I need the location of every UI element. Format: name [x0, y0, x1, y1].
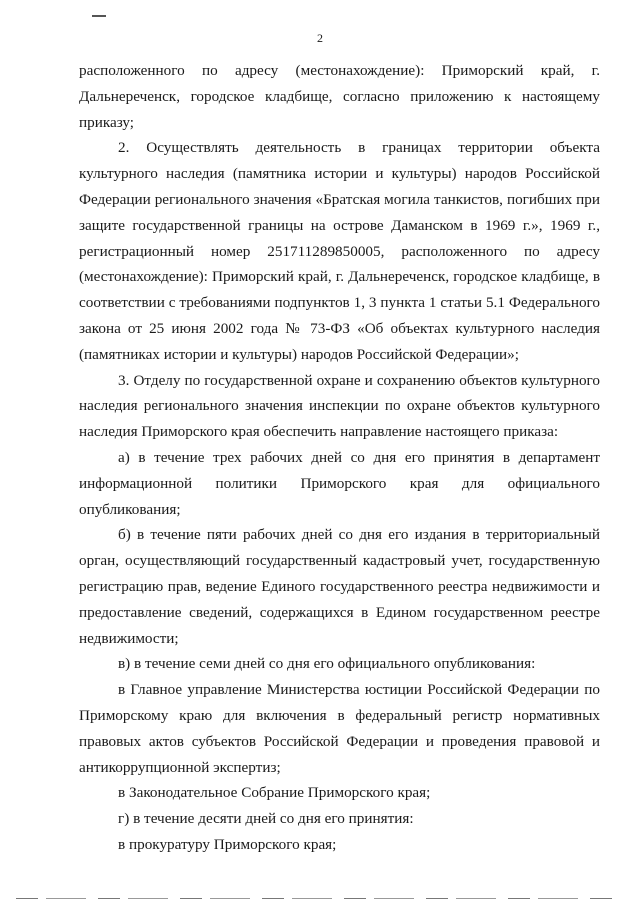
scan-artifact-line: [16, 898, 616, 899]
paragraph-subitem-b: б) в течение пяти рабочих дней со дня его издания в территориальный орган, осуществляющий государственный кадастровый учет, государственную регистрацию прав, ведение Единого государственного реестра недвижимости и предоставление сведений, содержащихся в Едином государственном реестре недвижимости;: [79, 526, 600, 647]
paragraph-item-2: 2. Осуществлять деятельность в границах территории объекта культурного наследия (памятника истории и культуры) народов Российской Федерации регионального значения «Братская могила танкистов, погибших при защите государственной границы на острове Даманском в 1969 г.», 1969 г., регистрационный номер 251711289850005, расположенного по адресу (местонахождение): Приморский край, г. Дальнереченск, городское кладбище, в соответствии с требованиями подпунктов 1, 3 пункта 1 статьи 5.1 Федерального закона от 25 июня 2002 года № 73-ФЗ «Об объектах культурного наследия (памятниках истории и культуры) народов Российской Федерации»;: [79, 139, 600, 363]
paragraph-ministry-justice: в Главное управление Министерства юстиции Российской Федерации по Приморскому краю для включения в федеральный регистр нормативных правовых актов субъектов Российской Федерации и проведения правовой и антикоррупционной экспертиз;: [79, 681, 600, 776]
scan-artifact-mark: [92, 15, 106, 17]
page-number: 2: [317, 31, 323, 45]
paragraph-prosecutor: в прокуратуру Приморского края;: [118, 835, 337, 853]
paragraph-continuation: расположенного по адресу (местонахождение): Приморский край, г. Дальнереченск, городское кладбище, согласно приложению к настоящему приказу;: [79, 62, 600, 131]
paragraph-item-3: 3. Отделу по государственной охране и сохранению объектов культурного наследия регионального значения инспекции по охране объектов культурного наследия Приморского края обеспечить направление настоящего приказа:: [79, 371, 600, 441]
paragraph-subitem-v: в) в течение семи дней со дня его официального опубликования:: [118, 655, 536, 673]
paragraph-legislative-assembly: в Законодательное Собрание Приморского края;: [118, 784, 431, 802]
paragraph-subitem-a: а) в течение трех рабочих дней со дня его принятия в департамент информационной политики Приморского края для официального опубликования;: [79, 448, 600, 518]
paragraph-subitem-g: г) в течение десяти дней со дня его принятия:: [118, 810, 414, 828]
document-body: [79, 58, 600, 858]
